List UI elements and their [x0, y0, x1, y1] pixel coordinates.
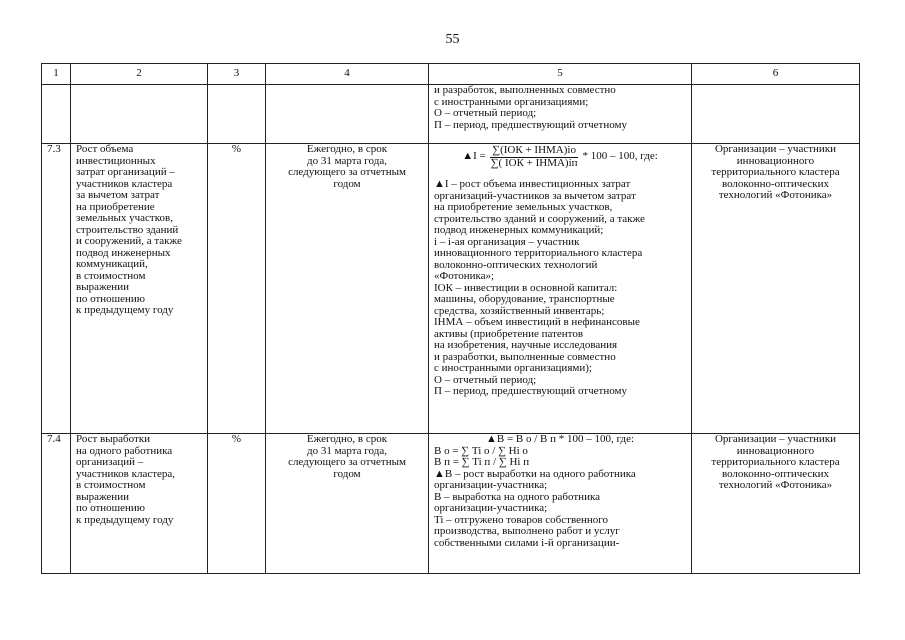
text-line: волоконно-оптических технологий: [434, 258, 598, 271]
ik-definition: – инвестиции в основной капитал:: [452, 281, 618, 294]
formula-denominator: ∑( IОК + IНМА)iп: [490, 156, 578, 169]
text-line: Ежегодно, в срок: [306, 433, 388, 445]
text-line: Рост объема: [76, 143, 134, 155]
text-line: В о = ∑ Ti о / ∑ Hi о: [434, 444, 528, 457]
text-line: следующего за отчетным: [288, 166, 406, 178]
text-line: на изобретения, научные исследования: [434, 339, 618, 351]
formula-tail: * 100 – 100, где:: [582, 150, 658, 163]
cell-term: [266, 434, 429, 574]
cell-unit: %: [208, 434, 266, 574]
text-line: инновационного: [736, 444, 815, 457]
cell-source: [692, 144, 860, 434]
text-line: организаций-участников за вычетом затрат: [434, 189, 636, 202]
text-line: годом: [333, 177, 361, 190]
text-line: Рост выработки: [76, 433, 151, 445]
column-header: 3: [208, 64, 266, 85]
table-row-7-4: [42, 434, 860, 574]
text-line: территориального кластера: [711, 456, 840, 468]
text-line: в стоимостном: [76, 269, 146, 282]
text-line: на приобретение: [76, 200, 155, 213]
text-line: В п = ∑ Ti п / ∑ Hi п: [434, 456, 530, 468]
formula-fraction: [489, 145, 580, 169]
text-line: подвод инженерных: [76, 246, 171, 259]
text-line: инновационного территориального кластера: [434, 247, 643, 259]
text-line: участников кластера,: [76, 467, 176, 480]
table-row-continuation: [42, 85, 860, 144]
text-line: О – отчетный период;: [434, 373, 537, 386]
text-line: территориального кластера: [711, 166, 840, 178]
text-line: Организации – участники: [714, 433, 837, 445]
column-header: 4: [266, 64, 429, 85]
text-line: подвод инженерных коммуникаций;: [434, 224, 604, 236]
text-line: активы (приобретение патентов: [434, 327, 584, 340]
text-line: затрат организаций –: [76, 166, 175, 178]
text-line: средства, хозяйственный инвентарь;: [434, 304, 605, 317]
cell-term: [266, 144, 429, 434]
cell-source: [692, 85, 860, 144]
text-line: [434, 317, 686, 329]
text-line: строительство зданий и сооружений, а также: [434, 212, 645, 225]
formula-lhs: ▲I =: [462, 150, 486, 163]
text-line: и сооружений, а также: [76, 235, 182, 247]
text-line: организаций –: [76, 456, 144, 468]
text-line: Ежегодно, в срок: [306, 143, 388, 155]
text-line: по отношению: [76, 292, 146, 305]
table-row-7-3: [42, 144, 860, 434]
column-header: 2: [71, 64, 208, 85]
text-line: в стоимостном: [76, 479, 146, 491]
cell-unit: %: [208, 144, 266, 434]
text-line: «Фотоника»;: [434, 270, 495, 282]
text-line: на одного работника: [76, 444, 173, 457]
text-line: П – период, предшествующий отчетному: [434, 385, 627, 397]
text-line: следующего за отчетным: [288, 456, 406, 468]
text-line: с иностранными организациями;: [434, 95, 589, 108]
text-line: по отношению: [76, 502, 146, 514]
cell-num: 7.3: [42, 144, 71, 434]
text-line: В – выработка на одного работника: [434, 490, 601, 503]
indicators-table: [41, 63, 860, 574]
cell-indicator: [71, 434, 208, 574]
text-line: к предыдущему году: [76, 304, 174, 316]
text-line: технологий «Фотоника»: [718, 479, 833, 491]
text-line: и разработки, выполненные совместно: [434, 350, 616, 363]
page-number: 55: [445, 32, 460, 47]
cell-calculation: [429, 434, 692, 574]
text-line: инвестиционных: [76, 154, 156, 167]
cell-term: [266, 85, 429, 144]
text-line: за вычетом затрат: [76, 189, 160, 201]
text-line: коммуникаций,: [76, 258, 148, 270]
inma-symbol: IНМА: [434, 316, 464, 328]
productivity-formula: ▲В = В о / В п * 100 – 100, где:: [485, 433, 635, 445]
ik-symbol: IОК: [434, 281, 453, 294]
cell-unit: [208, 85, 266, 144]
formula-numerator: ∑(IОК + IНМА)iо: [492, 144, 576, 156]
text-line: до 31 марта года,: [307, 444, 387, 457]
text-line: с иностранными организациями);: [434, 362, 592, 374]
investment-growth-formula: [434, 145, 686, 169]
text-line: П – период, предшествующий отчетному: [434, 118, 627, 131]
text-line: технологий «Фотоника»: [718, 189, 833, 201]
text-line: О – отчетный период;: [434, 107, 537, 119]
text-line: волоконно-оптических: [721, 467, 830, 480]
text-line: инновационного: [736, 154, 815, 167]
text-line: Ti – отгружено товаров собственного: [434, 513, 608, 526]
text-line: ▲I – рост объема инвестиционных затрат: [434, 178, 631, 190]
cell-num: 7.4: [42, 434, 71, 574]
cell-indicator: [71, 144, 208, 434]
text-line: машины, оборудование, транспортные: [434, 293, 615, 305]
text-line: Организации – участники: [714, 143, 837, 155]
text-line: собственными силами i-й организации-: [434, 536, 620, 549]
text-line: до 31 марта года,: [307, 154, 387, 167]
text-line: организации-участника;: [434, 502, 548, 514]
text-line: i – i-ая организация – участник: [434, 235, 580, 248]
text-line: участников кластера: [76, 177, 173, 190]
cell-calculation: [429, 85, 692, 144]
cell-indicator: [71, 85, 208, 144]
column-header: 1: [42, 64, 71, 85]
inma-definition: – объем инвестиций в нефинансовые: [463, 316, 640, 328]
column-header: 5: [429, 64, 692, 85]
cell-num: [42, 85, 71, 144]
text-line: ▲В – рост выработки на одного работника: [434, 467, 636, 480]
text-line: к предыдущему году: [76, 513, 174, 526]
text-line: выражении: [76, 281, 129, 293]
text-line: волоконно-оптических: [721, 177, 830, 190]
cell-calculation: [429, 144, 692, 434]
table-header-row: [42, 64, 860, 85]
cell-source: [692, 434, 860, 574]
text-line: производства, выполнено работ и услуг: [434, 525, 620, 537]
text-line: земельных участков,: [76, 212, 173, 224]
text-line: строительство зданий: [76, 223, 179, 236]
text-line: организации-участника;: [434, 479, 548, 491]
text-line: годом: [333, 467, 361, 480]
text-line: выражении: [76, 490, 129, 503]
column-header: 6: [692, 64, 860, 85]
text-line: на приобретение земельных участков,: [434, 201, 613, 213]
text-line: и разработок, выполненных совместно: [434, 84, 616, 96]
